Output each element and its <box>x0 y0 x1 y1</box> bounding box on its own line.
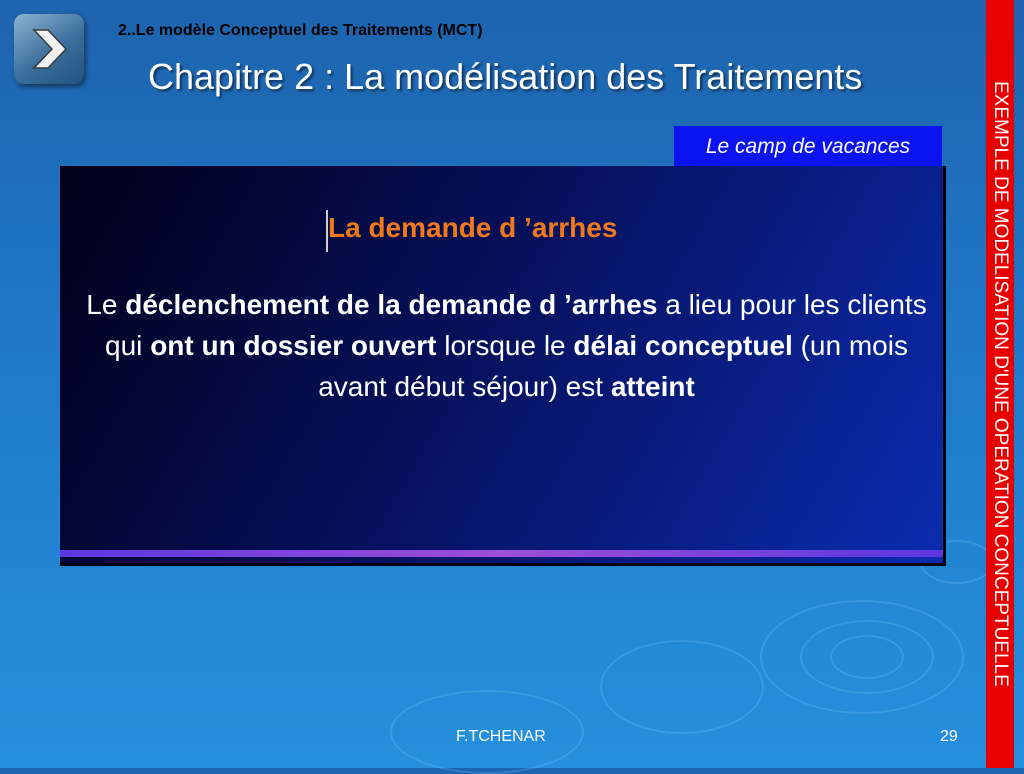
topic-badge: Le camp de vacances <box>674 126 942 168</box>
body-emphasis: délai conceptuel <box>573 330 793 361</box>
page-number: 29 <box>940 728 958 745</box>
body-text: (un mois avant début séjour) est <box>318 330 908 402</box>
next-slide-button[interactable] <box>14 14 84 84</box>
section-title: 2..Le modèle Conceptuel des Traitements (MCT) <box>118 22 483 39</box>
side-label: EXEMPLE DE MODELISATION D'UNE OPERATION CONCEPTUELLE <box>990 81 1011 687</box>
page-title: Chapitre 2 : La modélisation des Traitements <box>148 56 863 97</box>
side-band <box>986 0 1014 768</box>
body-text: a lieu pour les clients qui <box>105 289 927 361</box>
ripple-decoration <box>830 635 904 679</box>
footer-author: F.TCHENAR <box>456 728 546 745</box>
panel-accent-bar <box>60 550 943 557</box>
ripple-decoration <box>600 640 764 734</box>
content-panel <box>60 166 946 566</box>
chevron-right-icon <box>24 24 74 74</box>
panel-heading: La demande d ’arrhes <box>328 212 618 243</box>
body-text: lorsque le <box>436 330 574 361</box>
body-emphasis: atteint <box>610 371 695 402</box>
body-text: Le <box>86 289 126 320</box>
panel-body-text <box>80 284 933 407</box>
body-emphasis: ont un dossier ouvert <box>150 330 437 361</box>
body-emphasis: déclenchement de la demande d ’arrhes <box>125 289 658 320</box>
